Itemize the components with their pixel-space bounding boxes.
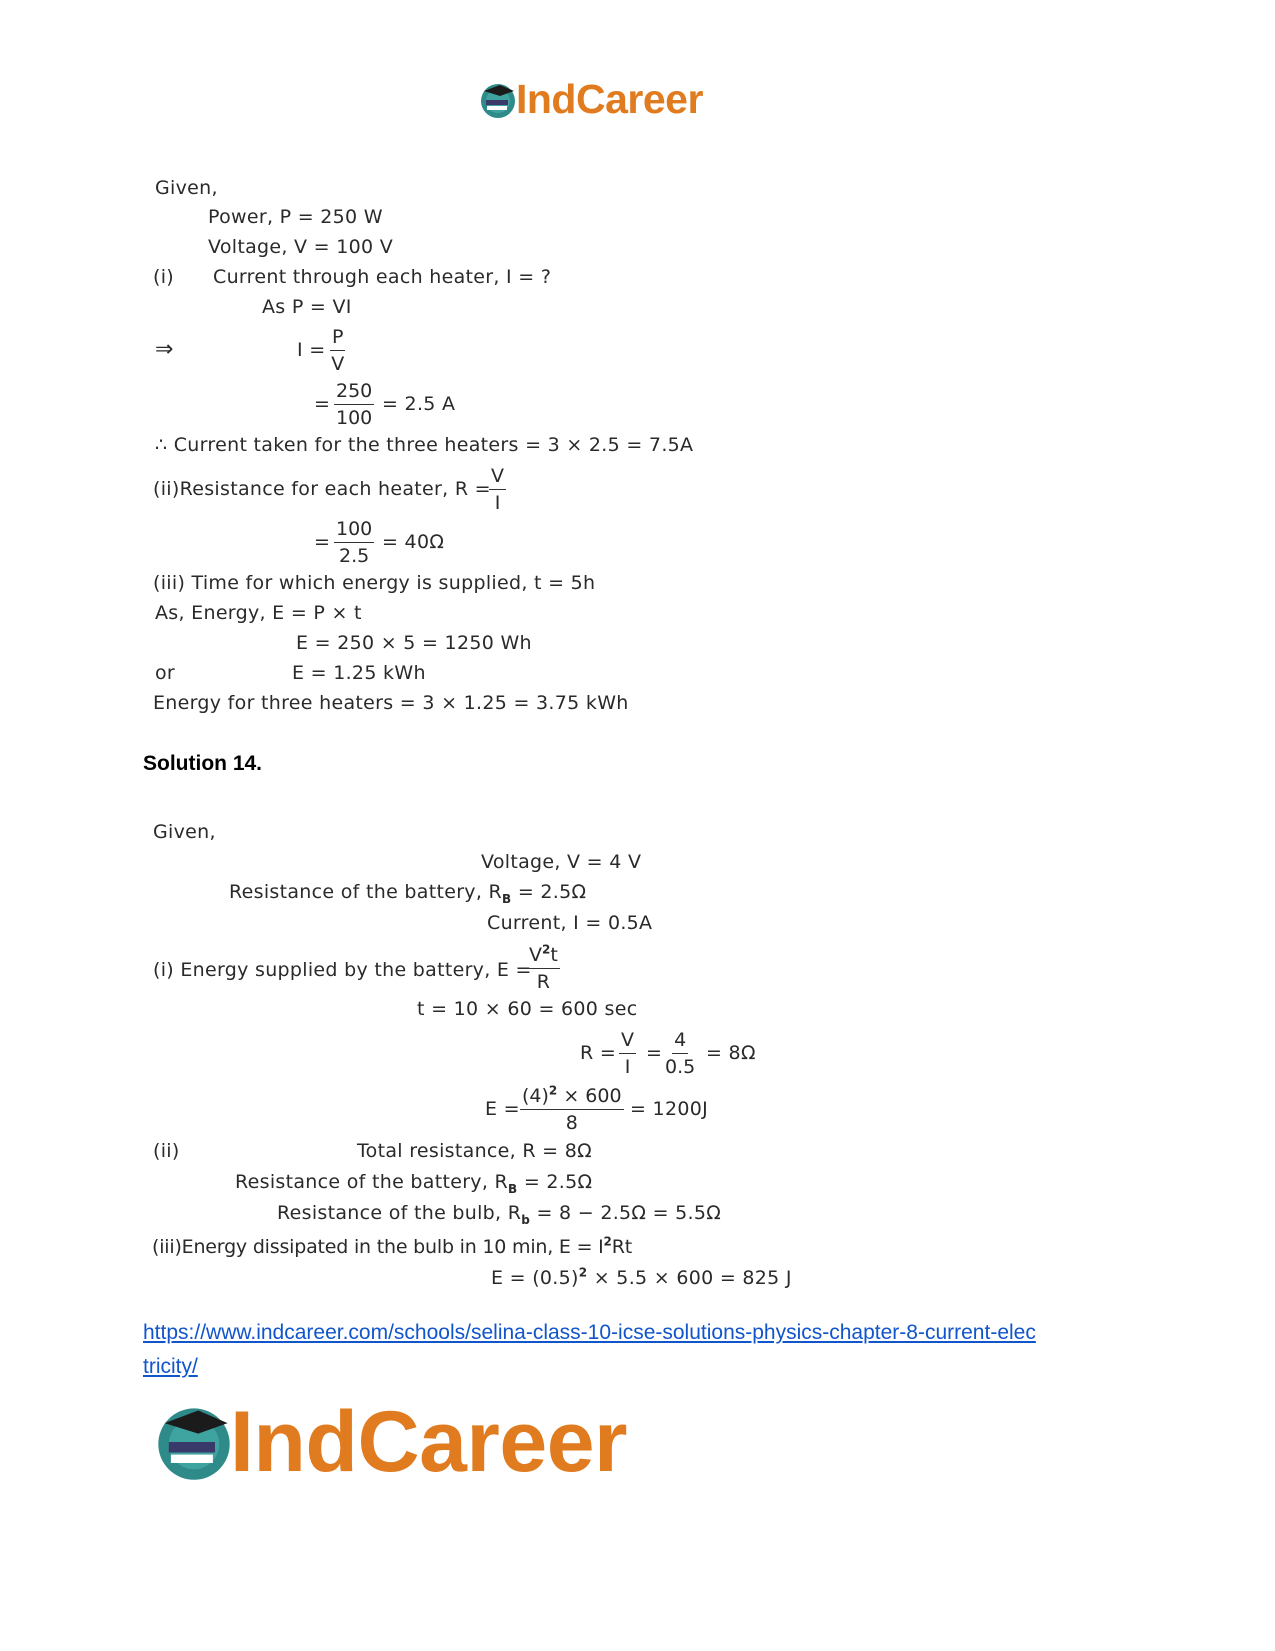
source-link-line-1[interactable]: https://www.indcareer.com/schools/selina-class-10-icse-solutions-physics-chapter-8-current-elec — [143, 1321, 1036, 1344]
energy-calc: E = 250 × 5 = 1250 Wh — [296, 632, 532, 654]
footer-brand-text: IndCareer — [230, 1394, 627, 1490]
fraction-v-over-i-2: $\frac{V}{I}$ — [621, 1029, 634, 1078]
energy-formula: As, Energy, E = P × t — [155, 602, 362, 624]
part-i-energy-text: (i) Energy supplied by the battery, E = — [153, 959, 532, 981]
energy-kwh: E = 1.25 kWh — [292, 662, 426, 684]
battery-resistance-line-2: Resistance of the battery, $R_B = 2.5\Omega$ — [235, 1171, 593, 1196]
r-result: = 8Ω — [706, 1042, 756, 1064]
given-label: Given, — [155, 177, 218, 199]
r-lhs: R = — [580, 1042, 617, 1064]
given-label-2: Given, — [153, 821, 216, 843]
current-result: = 2.5 A — [382, 393, 456, 415]
implies-symbol: ⇒ — [155, 337, 174, 362]
or-label: or — [155, 662, 176, 684]
fraction-4-over-0-5: $\frac{4}{0.5}$ — [665, 1029, 696, 1078]
e-lhs: E = — [485, 1098, 520, 1120]
as-p-vi: As P = VI — [262, 296, 352, 318]
solution-14-heading: Solution 14. — [143, 752, 263, 775]
fraction-100-over-2-5: $\frac{100}{2.5}$ — [336, 518, 373, 567]
fraction-energy: $\frac{(4)^2 \times 600}{8}$ — [522, 1083, 622, 1134]
current-eq-lhs: I = — [297, 339, 326, 361]
fraction-p-over-v: $\frac{P}{V}$ — [331, 326, 345, 375]
part-i-text: Current through each heater, I = ? — [213, 266, 552, 288]
header-brand-text: IndCareer — [516, 76, 703, 122]
resistance-result: = 40Ω — [382, 531, 445, 553]
part-ii-text: (ii)Resistance for each heater, R = — [153, 478, 491, 500]
source-link-line-2[interactable]: tricity/ — [143, 1355, 198, 1378]
voltage-line-2: Voltage, V = 4 V — [481, 851, 642, 873]
globe-graduation-icon — [152, 1400, 236, 1484]
part-i-label: (i) — [153, 266, 175, 288]
three-heaters-current: ∴ Current taken for the three heaters = 3 × 2.5 = 7.5A — [155, 434, 694, 456]
current-line-2: Current, I = 0.5A — [487, 912, 653, 934]
fraction-v2t-over-r: $\frac{V^2t}{R}$ — [529, 942, 558, 993]
globe-graduation-icon — [478, 80, 518, 120]
part-iii-energy-line: (iii)Energy dissipated in the bulb in 10 min, $E = I^2Rt$ — [152, 1234, 632, 1258]
part-iii-text: (iii) Time for which energy is supplied, t = 5h — [153, 572, 596, 594]
fraction-250-over-100: $\frac{250}{100}$ — [336, 380, 373, 429]
power-line: Power, P = 250 W — [208, 206, 383, 228]
fraction-v-over-i: $\frac{V}{I}$ — [491, 465, 504, 514]
energy-three-heaters: Energy for three heaters = 3 × 1.25 = 3.75 kWh — [153, 692, 629, 714]
battery-resistance-line: Resistance of the battery, $R_B = 2.5\Omega$ — [229, 881, 587, 906]
total-resistance: Total resistance, R = 8Ω — [357, 1140, 592, 1162]
eq-sign-2: = — [314, 531, 331, 553]
e-result: = 1200J — [630, 1098, 709, 1120]
r-eq-sign: = — [646, 1042, 663, 1064]
voltage-line: Voltage, V = 100 V — [208, 236, 394, 258]
footer-logo — [152, 1392, 672, 1492]
time-calc: t = 10 × 60 = 600 sec — [417, 998, 638, 1020]
bulb-resistance-line: Resistance of the bulb, $R_b = 8 - 2.5\Omega = 5.5\Omega$ — [277, 1202, 722, 1227]
part-ii-label: (ii) — [153, 1140, 180, 1162]
eq-sign-1: = — [314, 393, 331, 415]
source-link[interactable] — [143, 1316, 1036, 1384]
final-energy-line: $E = (0.5)^2 \times 5.5 \times 600 = 825$ J — [491, 1265, 792, 1289]
